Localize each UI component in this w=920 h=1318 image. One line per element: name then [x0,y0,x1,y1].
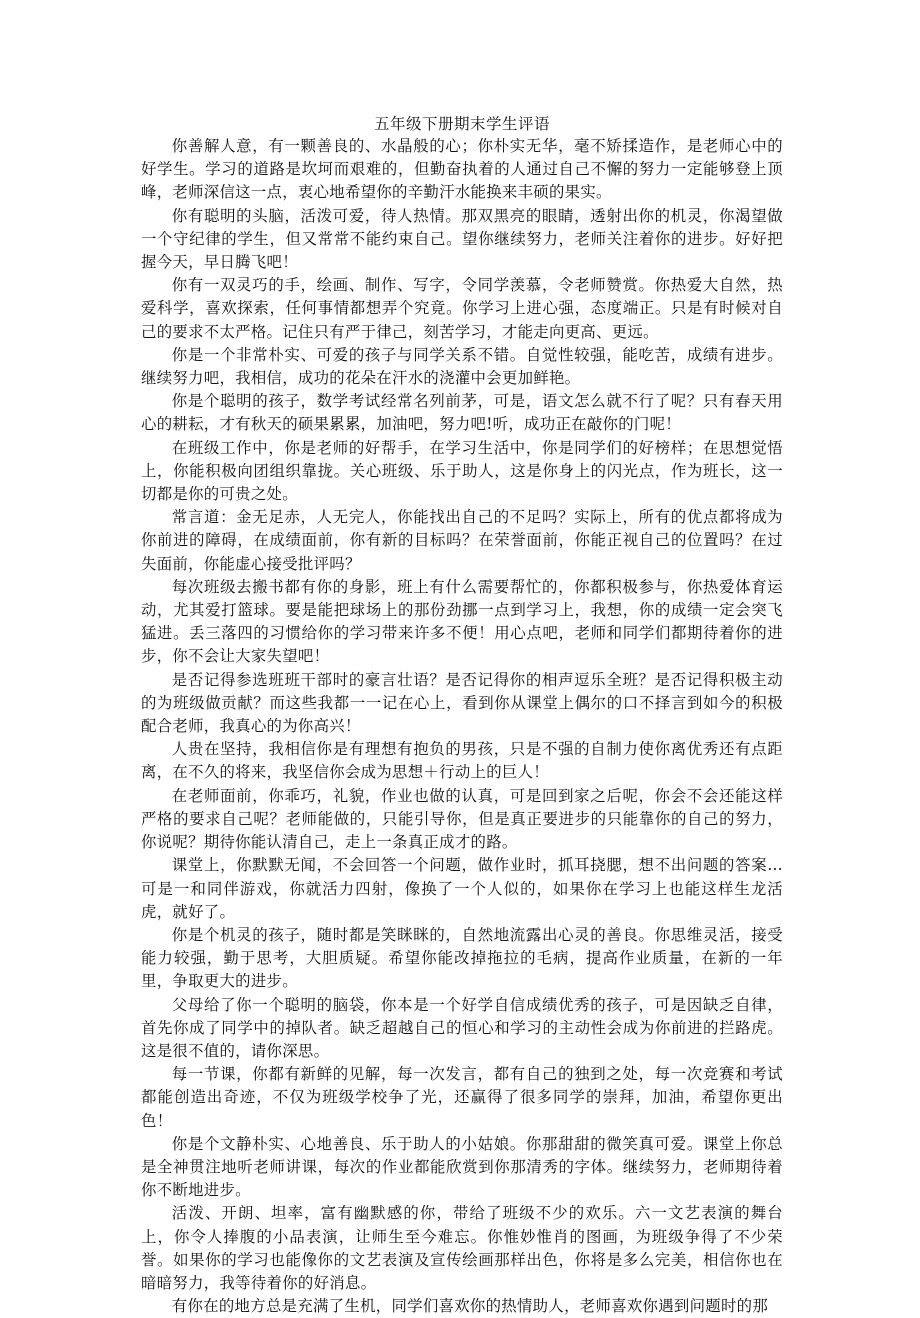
comment-paragraph: 人贵在坚持，我相信你是有理想有抱负的男孩，只是不强的自制力使你离优秀还有点距离，在不久的将来，我坚信你会成为思想＋行动上的巨人！ [141,740,783,782]
comment-paragraph: 课堂上，你默默无闻，不会回答一个问题，做作业时，抓耳挠腮，想不出问题的答案…可是一和同伴游戏，你就活力四射，像换了一个人似的，如果你在学习上也能这样生龙活虎，就好了。 [141,856,783,921]
comment-paragraph: 每一节课，你都有新鲜的见解，每一次发言，都有自己的独到之处，每一次竞赛和考试都能创造出奇迹，不仅为班级学校争了光，还赢得了很多同学的崇拜，加油，希望你更出色！ [141,1065,783,1130]
comment-paragraph: 常言道：金无足赤，人无完人，你能找出自己的不足吗？实际上，所有的优点都将成为你前进的障碍，在成绩面前，你有新的目标吗？在荣誉面前，你能正视自己的位置吗？在过失面前，你能虚心接受批评吗？ [141,508,783,573]
comment-paragraph: 你有聪明的头脑，活泼可爱，待人热情。那双黑亮的眼睛，透射出你的机灵，你渴望做一个守纪律的学生，但又常常不能约束自己。望你继续努力，老师关注着你的进步。好好把握今天，早日腾飞吧！ [141,206,783,272]
comment-paragraph: 你是个聪明的孩子，数学考试经常名列前茅，可是，语文怎么就不行了呢？只有春天用心的耕耘，才有秋天的硕果累累，加油吧，努力吧!听，成功正在敲你的门呢！ [141,392,783,434]
comment-paragraph: 父母给了你一个聪明的脑袋，你本是一个好学自信成绩优秀的孩子，可是因缺乏自律，首先你成了同学中的掉队者。缺乏超越自己的恒心和学习的主动性会成为你前进的拦路虎。这是很不值的，请你深思。 [141,995,783,1060]
comment-paragraph: 你是个文静朴实、心地善良、乐于助人的小姑娘。你那甜甜的微笑真可爱。课堂上你总是全神贯注地听老师讲课，每次的作业都能欣赏到你那清秀的字体。继续努力，老师期待着你不断地进步。 [141,1134,783,1200]
comment-paragraph: 你善解人意，有一颗善良的、水晶般的心；你朴实无华，毫不矫揉造作，是老师心中的好学生。学习的道路是坎坷而艰难的，但勤奋执着的人通过自己不懈的努力一定能够登上顶峰，老师深信这一点，衷心地希望你的辛勤汗水能换来丰硕的果实。 [141,137,783,202]
document-page [141,113,783,1318]
comment-paragraph: 在老师面前，你乖巧，礼貌，作业也做的认真，可是回到家之后呢，你会不会还能这样严格的要求自己呢？老师能做的，只能引导你，但是真正要进步的只能靠你的自己的努力，你说呢？期待你能认清自己，走上一条真正成才的路。 [141,786,783,852]
comment-paragraph: 你是个机灵的孩子，随时都是笑眯眯的，自然地流露出心灵的善良。你思维灵活，接受能力较强，勤于思考，大胆质疑。希望你能改掉拖拉的毛病，提高作业质量，在新的一年里，争取更大的进步。 [141,925,783,991]
comment-paragraph: 每次班级去搬书都有你的身影，班上有什么需要帮忙的，你都积极参与，你热爱体育运动，尤其爱打篮球。要是能把球场上的那份劲挪一点到学习上，我想，你的成绩一定会突飞猛进。丢三落四的习惯给你的学习带来许多不便！用心点吧，老师和同学们都期待着你的进步，你不会让大家失望吧！ [141,577,783,666]
comment-paragraph: 有你在的地方总是充满了生机，同学们喜欢你的热情助人，老师喜欢你遇到问题时的那 [171,1297,769,1316]
comment-paragraph: 是否记得参选班班干部时的豪言壮语？是否记得你的相声逗乐全班？是否记得积极主动的为班级做贡献？而这些我都一一记在心上，看到你从课堂上偶尔的口不择言到如今的积极配合老师，我真心的为你高兴！ [141,670,783,736]
document-body [141,135,783,1318]
comment-paragraph: 在班级工作中，你是老师的好帮手，在学习生活中，你是同学们的好榜样；在思想觉悟上，你能积极向团组织靠拢。关心班级、乐于助人，这是你身上的闪光点，作为班长，这一切都是你的可贵之处。 [141,438,783,504]
document-title: 五年级下册期末学生评语 [373,115,550,133]
comment-paragraph: 你是一个非常朴实、可爱的孩子与同学关系不错。自觉性较强，能吃苦，成绩有进步。继续努力吧，我相信，成功的花朵在汗水的浇灌中会更加鲜艳。 [141,345,783,388]
comment-paragraph: 活泼、开朗、坦率，富有幽默感的你，带给了班级不少的欢乐。六一文艺表演的舞台上，你令人捧腹的小品表演，让师生至今难忘。你惟妙惟肖的图画，为班级争得了不少荣誉。如果你的学习也能像你的文艺表演及宣传绘画那样出色，你将是多么完美，相信你也在暗暗努力，我等待着你的好消息。 [141,1204,783,1292]
comment-paragraph: 你有一双灵巧的手，绘画、制作、写字，令同学羡慕，令老师赞赏。你热爱大自然，热爱科学，喜欢探索，任何事情都想弄个究竟。你学习上进心强，态度端正。只是有时候对自己的要求不太严格。记住只有严于律己，刻苦学习，才能走向更高、更远。 [141,276,783,341]
